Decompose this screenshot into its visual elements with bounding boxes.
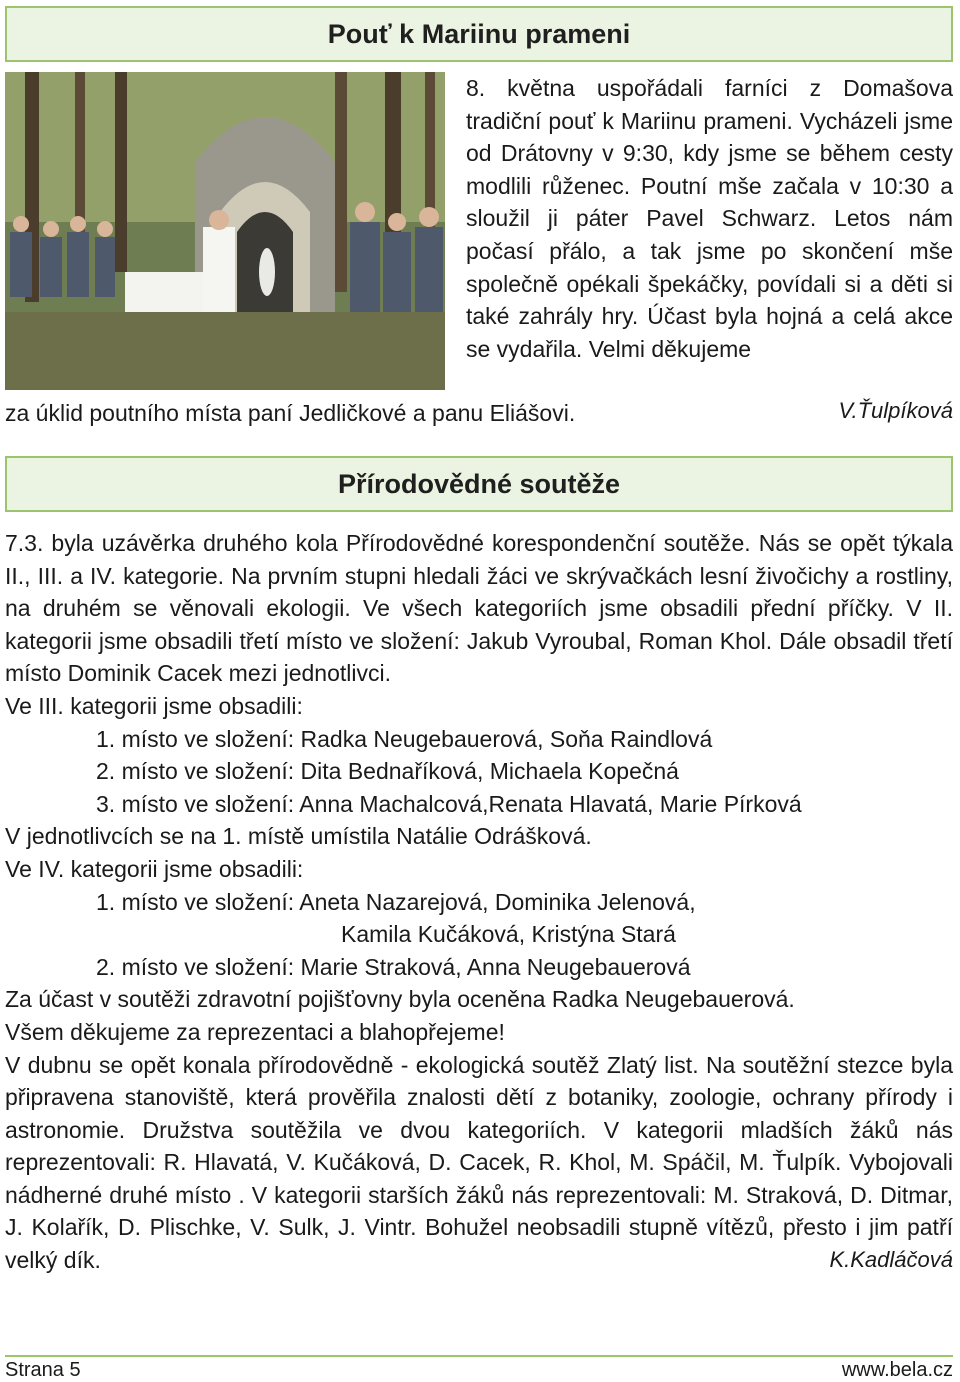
category-4-place-1: 1. místo ve složení: Aneta Nazarejová, Dominika Jelenová, <box>96 888 696 915</box>
website-link[interactable]: www.bela.cz <box>841 1359 953 1381</box>
author-signature: V.Ťulpíková <box>838 398 953 423</box>
category-4-heading: Ve IV. kategorii jsme obsadili: <box>5 855 304 882</box>
category-4-place-2: 2. místo ve složení: Marie Straková, Anna Neugebauerová <box>96 953 691 980</box>
insurance-award: Za účast v soutěži zdravotní pojišťovny byla oceněna Radka Neugebauerová. <box>5 986 795 1013</box>
article-title-pilgrimage: Pouť k Mariinu prameni <box>5 6 953 62</box>
golden-leaf-text: V dubnu se opět konala přírodovědně - ekologická soutěž Zlatý list. Na soutěžní stezce byla připravena stanoviště, která prověřila znalosti dětí z botaniky, zoologie, ochrany přírody i astronomie. Družstva soutěžila ve dvou kategoriích. V kategorii mladších žáků nás reprezentovali: R. Hlavatá, V. Kučáková, D. Cacek, R. Khol, M. Spáčil, M. Ťulpík. Vybojovali nádherné druhé místo . V kategorii starších žáků nás reprezentovali: M. Straková, D. Ditmar, J. Kolařík, D. Plischke, V. Sulk, J. Vintr. Bohužel neobsadili stupně vítězů, přesto i jim patří velký dík. <box>5 1051 953 1274</box>
article-intro-text: 8. května uspořádali farníci z Domašova tradiční pouť k Mariinu prameni. Vycházeli jsme od Drátovny v 9:30, kdy jsme se během cesty modlili růženec. Poutní mše začala v 10:30 a sloužil ji páter Pavel Schwarz. Letos nám počasí přálo, a tak jsme po skončení mše společně opékali špekáčky, povídali si a děti si také zahrály hry. Účast byla hojná a celá akce se vydařila. Velmi děkujeme <box>466 75 953 362</box>
paragraph-correspondence-contest: 7.3. byla uzávěrka druhého kola Přírodovědné korespondenční soutěže. Nás se opět týkala II., III. a IV. kategorie. Na prvním stupni hledali žáci ve skrývačkách lesní živočichy a rostliny, na druhém se věnovali ekologii. Ve všech kategoriích jsme obsadili přední příčky. V II. kategorii jsme obsadili třetí místo ve složení: Jakub Vyroubal, Roman Khol. Dále obsadil třetí místo Dominik Cacek mezi jednotlivci. <box>5 530 953 687</box>
article-title-science-contests: Přírodovědné soutěže <box>5 456 953 512</box>
author-signature-2: K.Kadláčová <box>829 1247 953 1273</box>
thanks-line: Všem děkujeme za reprezentaci a blahopřejeme! <box>5 1018 505 1045</box>
page-number: Strana 5 <box>5 1359 81 1381</box>
footer-divider <box>5 1355 953 1357</box>
article-intro-tail: za úklid poutního místa paní Jedličkové a panu Eliášovi. <box>5 400 576 426</box>
category-3-place-2: 2. místo ve složení: Dita Bednaříková, Michaela Kopečná <box>96 758 679 785</box>
article-body-science <box>5 527 953 1277</box>
category-4-place-1-cont: Kamila Kučáková, Kristýna Stará <box>341 921 676 948</box>
individual-result: V jednotlivcích se na 1. místě umístila Natálie Odrášková. <box>5 823 592 850</box>
category-3-place-3: 3. místo ve složení: Anna Machalcová,Renata Hlavatá, Marie Pírková <box>96 790 802 817</box>
category-3-place-1: 1. místo ve složení: Radka Neugebauerová, Soňa Raindlová <box>96 725 713 752</box>
category-3-heading: Ve III. kategorii jsme obsadili: <box>5 692 303 719</box>
paragraph-golden-leaf <box>5 1049 953 1277</box>
pilgrimage-photo <box>5 72 445 390</box>
